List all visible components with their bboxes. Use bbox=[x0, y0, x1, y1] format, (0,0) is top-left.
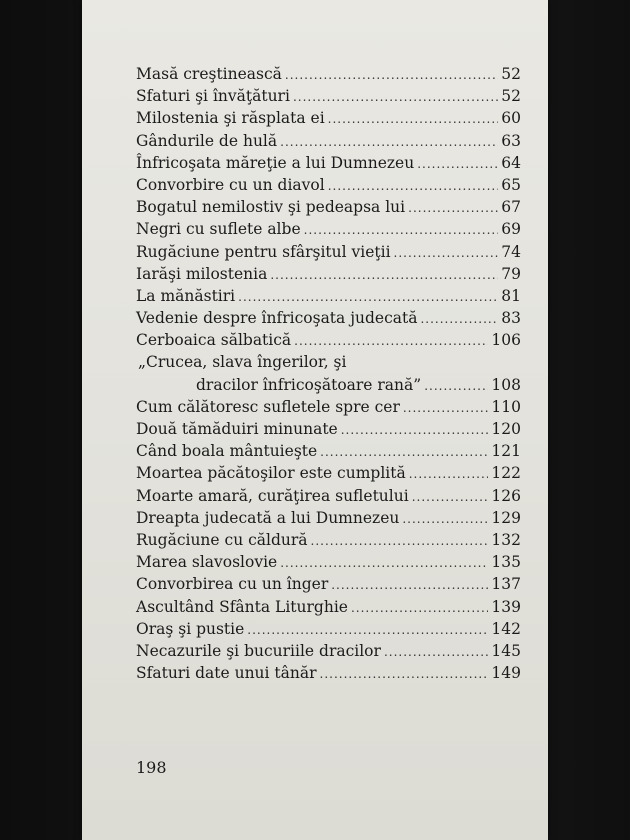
toc-entry-title: Masă creştinească bbox=[136, 65, 282, 83]
dot-leader bbox=[328, 112, 499, 126]
dot-leader bbox=[293, 90, 498, 104]
toc-entry bbox=[136, 220, 521, 242]
toc-entry bbox=[136, 442, 521, 464]
dot-leader bbox=[412, 490, 489, 504]
dot-leader bbox=[285, 68, 498, 82]
toc-entry bbox=[136, 287, 521, 309]
toc-entry bbox=[136, 553, 521, 575]
toc-entry-title: Cerboaica sălbatică bbox=[136, 331, 292, 350]
toc-entry-page: 129 bbox=[491, 508, 521, 527]
toc-entry-title: Două tămăduiri minunate bbox=[136, 420, 338, 438]
toc-entry-title: Necazurile şi bucuriile dracilor bbox=[136, 641, 381, 660]
toc-entry-page: 74 bbox=[501, 242, 521, 261]
toc-entry-title: Negri cu suflete albe bbox=[136, 220, 301, 239]
dot-leader bbox=[408, 201, 498, 215]
toc-entry bbox=[136, 198, 521, 220]
toc-entry bbox=[136, 464, 521, 486]
toc-entry-title: La mănăstiri bbox=[136, 286, 236, 305]
dot-leader bbox=[320, 667, 489, 681]
dot-leader bbox=[384, 645, 488, 659]
toc-entry-page: 64 bbox=[501, 153, 521, 172]
toc-entry-page: 110 bbox=[491, 397, 521, 416]
toc-entry bbox=[136, 509, 521, 531]
toc-entry-page: 135 bbox=[491, 553, 521, 572]
toc-entry bbox=[136, 376, 521, 398]
toc-entry bbox=[136, 642, 521, 664]
dot-leader bbox=[311, 534, 489, 548]
toc-entry-title: Când boala mântuieşte bbox=[136, 442, 318, 461]
toc-entry-page: 108 bbox=[491, 375, 521, 394]
toc-entry-title: Sfaturi şi învăţături bbox=[136, 87, 290, 106]
toc-entry-title: Milostenia şi răsplata ei bbox=[136, 109, 325, 128]
toc-entry-title: Oraş şi pustie bbox=[136, 619, 245, 638]
dot-leader bbox=[409, 467, 489, 481]
toc-entry-page: 145 bbox=[491, 641, 521, 660]
dot-leader bbox=[294, 334, 488, 348]
toc-entry-title: Cum călătoresc sufletele spre cer bbox=[136, 397, 400, 416]
toc-entry bbox=[136, 620, 521, 642]
toc-entry-page: 79 bbox=[501, 264, 521, 283]
toc-entry bbox=[136, 331, 521, 353]
dot-leader bbox=[417, 157, 498, 171]
dot-leader bbox=[328, 179, 499, 193]
toc-entry bbox=[136, 531, 521, 553]
toc-entry bbox=[136, 309, 521, 331]
toc-entry-page: 121 bbox=[491, 442, 521, 461]
toc-entry-page: 52 bbox=[501, 65, 521, 83]
dot-leader bbox=[420, 312, 498, 326]
toc-entry-title: Convorbirea cu un înger bbox=[136, 575, 329, 594]
dot-leader bbox=[238, 290, 498, 304]
toc-entry bbox=[136, 132, 521, 154]
dot-leader bbox=[351, 601, 488, 615]
toc-entry bbox=[136, 420, 521, 442]
toc-entry-page: 65 bbox=[501, 175, 521, 194]
toc-entry-title: Marea slavoslovie bbox=[136, 553, 278, 572]
toc-entry-page: 83 bbox=[501, 309, 521, 328]
table-of-contents bbox=[136, 65, 521, 686]
toc-entry-page: 81 bbox=[501, 286, 521, 305]
toc-entry bbox=[136, 487, 521, 509]
dot-leader bbox=[403, 401, 489, 415]
dot-leader bbox=[394, 246, 499, 260]
toc-entry-title: Gândurile de hulă bbox=[136, 131, 278, 150]
toc-entry bbox=[136, 265, 521, 287]
toc-entry-title: Vedenie despre înfricoşata judecată bbox=[136, 309, 418, 328]
toc-entry bbox=[136, 353, 521, 375]
toc-entry-page: 67 bbox=[501, 198, 521, 217]
toc-entry bbox=[136, 87, 521, 109]
toc-entry-title: Bogatul nemilostiv şi pedeapsa lui bbox=[136, 198, 406, 217]
toc-entry bbox=[136, 176, 521, 198]
toc-entry-title: Convorbire cu un diavol bbox=[136, 175, 325, 194]
toc-entry bbox=[136, 664, 521, 686]
toc-entry-title: Moarte amară, curăţirea sufletului bbox=[136, 486, 409, 505]
toc-entry-page: 60 bbox=[501, 109, 521, 128]
toc-entry-title: dracilor înfricoşătoare rană” bbox=[196, 375, 422, 394]
toc-entry-title: Rugăciune cu căldură bbox=[136, 530, 308, 549]
toc-entry-title: Dreapta judecată a lui Dumnezeu bbox=[136, 508, 400, 527]
toc-entry-page: 142 bbox=[491, 619, 521, 638]
dot-leader bbox=[320, 445, 488, 459]
toc-entry-page: 126 bbox=[491, 486, 521, 505]
toc-entry-page: 137 bbox=[491, 575, 521, 594]
toc-entry bbox=[136, 398, 521, 420]
toc-entry-page: 120 bbox=[491, 420, 521, 438]
toc-entry bbox=[136, 65, 521, 87]
dot-leader bbox=[270, 268, 498, 282]
toc-entry-title: Înfricoşata măreţie a lui Dumnezeu bbox=[136, 153, 415, 172]
toc-entry bbox=[136, 109, 521, 131]
toc-entry-title: Moartea păcătoşilor este cumplită bbox=[136, 464, 406, 483]
toc-entry-page: 52 bbox=[501, 87, 521, 106]
dot-leader bbox=[304, 223, 499, 237]
dot-leader bbox=[280, 556, 488, 570]
dot-leader bbox=[424, 379, 488, 393]
toc-entry-title: Sfaturi date unui tânăr bbox=[136, 664, 317, 683]
toc-entry-title: Iarăşi milostenia bbox=[136, 264, 268, 283]
toc-entry-page: 139 bbox=[491, 597, 521, 616]
toc-entry-page: 106 bbox=[491, 331, 521, 350]
toc-entry-page: 69 bbox=[501, 220, 521, 239]
dot-leader bbox=[341, 423, 489, 437]
dot-leader bbox=[402, 512, 488, 526]
toc-entry-title: „Crucea, slava îngerilor, şi bbox=[138, 353, 347, 372]
dot-leader bbox=[247, 623, 488, 637]
toc-entry-title: Ascultând Sfânta Liturghie bbox=[136, 597, 348, 616]
toc-entry-page: 132 bbox=[491, 530, 521, 549]
toc-entry bbox=[136, 154, 521, 176]
dot-leader bbox=[331, 578, 488, 592]
toc-entry-title: Rugăciune pentru sfârşitul vieţii bbox=[136, 242, 391, 261]
toc-entry-page: 63 bbox=[501, 131, 521, 150]
toc-entry bbox=[136, 243, 521, 265]
toc-entry bbox=[136, 598, 521, 620]
toc-entry-page: 122 bbox=[491, 464, 521, 483]
dot-leader bbox=[280, 135, 498, 149]
toc-entry bbox=[136, 575, 521, 597]
page-number: 198 bbox=[136, 758, 167, 777]
book-page bbox=[82, 0, 548, 840]
toc-entry-page: 149 bbox=[491, 664, 521, 683]
